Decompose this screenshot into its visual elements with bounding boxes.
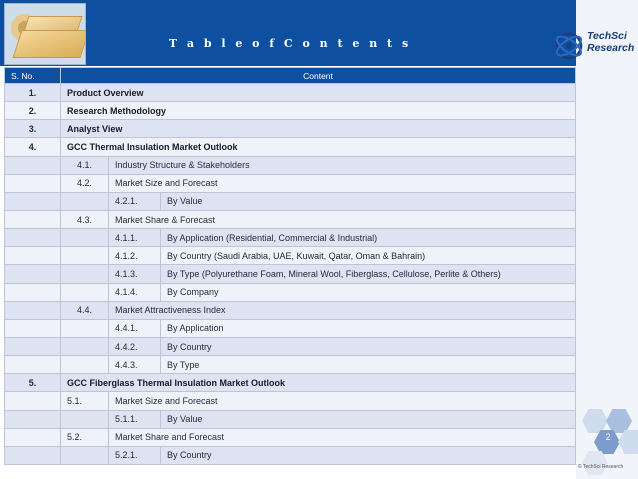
table-row bbox=[5, 374, 576, 392]
brand-line-1: TechSci bbox=[587, 30, 627, 42]
item-title: By Type (Polyurethane Foam, Mineral Wool, Fiberglass, Cellulose, Perlite & Others) bbox=[161, 265, 576, 283]
title-banner bbox=[0, 0, 576, 66]
copyright-text: © TechSci Research bbox=[578, 464, 624, 470]
item-number: 4.1.2. bbox=[109, 247, 161, 265]
empty-cell bbox=[5, 229, 61, 247]
subsection-number: 5.2. bbox=[61, 428, 109, 446]
table-row bbox=[5, 247, 576, 265]
empty-cell bbox=[61, 356, 109, 374]
subsection-title: Market Share and Forecast bbox=[109, 428, 576, 446]
table-row bbox=[5, 192, 576, 210]
empty-cell bbox=[61, 410, 109, 428]
subsection-number: 4.2. bbox=[61, 174, 109, 192]
table-row bbox=[5, 102, 576, 120]
empty-cell bbox=[5, 192, 61, 210]
subsection-title: Industry Structure & Stakeholders bbox=[109, 156, 576, 174]
col-header-sno: S. No. bbox=[5, 68, 61, 84]
empty-cell bbox=[61, 283, 109, 301]
table-row bbox=[5, 410, 576, 428]
table-row bbox=[5, 265, 576, 283]
item-number: 4.2.1. bbox=[109, 192, 161, 210]
insulation-product-image bbox=[4, 3, 86, 65]
table-row bbox=[5, 174, 576, 192]
empty-cell bbox=[61, 319, 109, 337]
empty-cell bbox=[61, 229, 109, 247]
item-number: 4.4.3. bbox=[109, 356, 161, 374]
section-number: 1. bbox=[5, 84, 61, 102]
table-row bbox=[5, 428, 576, 446]
table-row bbox=[5, 446, 576, 464]
empty-cell bbox=[5, 156, 61, 174]
toc-table bbox=[4, 67, 576, 465]
section-number: 5. bbox=[5, 374, 61, 392]
page-number: 2 bbox=[605, 432, 611, 442]
item-title: By Country bbox=[161, 446, 576, 464]
table-row bbox=[5, 84, 576, 102]
col-header-content: Content bbox=[61, 68, 576, 84]
empty-cell bbox=[61, 337, 109, 355]
table-row bbox=[5, 229, 576, 247]
section-number: 4. bbox=[5, 138, 61, 156]
empty-cell bbox=[61, 446, 109, 464]
page-title: T a b l e o f C o n t e n t s bbox=[168, 37, 412, 50]
item-number: 4.1.4. bbox=[109, 283, 161, 301]
item-number: 4.4.1. bbox=[109, 319, 161, 337]
table-row bbox=[5, 120, 576, 138]
table-row bbox=[5, 301, 576, 319]
table-row bbox=[5, 210, 576, 228]
section-title: GCC Thermal Insulation Market Outlook bbox=[61, 138, 576, 156]
subsection-number: 5.1. bbox=[61, 392, 109, 410]
table-row bbox=[5, 138, 576, 156]
globe-logo-icon bbox=[553, 30, 585, 62]
subsection-title: Market Share & Forecast bbox=[109, 210, 576, 228]
empty-cell bbox=[5, 283, 61, 301]
empty-cell bbox=[5, 247, 61, 265]
item-title: By Company bbox=[161, 283, 576, 301]
empty-cell bbox=[5, 446, 61, 464]
item-number: 5.2.1. bbox=[109, 446, 161, 464]
table-row bbox=[5, 283, 576, 301]
subsection-number: 4.4. bbox=[61, 301, 109, 319]
section-title: Research Methodology bbox=[61, 102, 576, 120]
subsection-title: Market Size and Forecast bbox=[109, 174, 576, 192]
empty-cell bbox=[5, 428, 61, 446]
empty-cell bbox=[61, 247, 109, 265]
table-row bbox=[5, 156, 576, 174]
item-title: By Value bbox=[161, 410, 576, 428]
subsection-number: 4.3. bbox=[61, 210, 109, 228]
brand-line-2: Research bbox=[587, 42, 635, 54]
item-number: 5.1.1. bbox=[109, 410, 161, 428]
subsection-title: Market Size and Forecast bbox=[109, 392, 576, 410]
table-row bbox=[5, 337, 576, 355]
section-title: GCC Fiberglass Thermal Insulation Market Outlook bbox=[61, 374, 576, 392]
item-title: By Value bbox=[161, 192, 576, 210]
item-title: By Country bbox=[161, 337, 576, 355]
empty-cell bbox=[5, 210, 61, 228]
empty-cell bbox=[5, 319, 61, 337]
item-number: 4.4.2. bbox=[109, 337, 161, 355]
right-sidebar bbox=[576, 0, 638, 479]
empty-cell bbox=[5, 356, 61, 374]
table-header-row bbox=[5, 68, 576, 84]
section-title: Analyst View bbox=[61, 120, 576, 138]
subsection-number: 4.1. bbox=[61, 156, 109, 174]
table-row bbox=[5, 392, 576, 410]
empty-cell bbox=[61, 265, 109, 283]
item-title: By Application (Residential, Commercial & Industrial) bbox=[161, 229, 576, 247]
section-number: 2. bbox=[5, 102, 61, 120]
empty-cell bbox=[61, 192, 109, 210]
empty-cell bbox=[5, 410, 61, 428]
item-title: By Country (Saudi Arabia, UAE, Kuwait, Qatar, Oman & Bahrain) bbox=[161, 247, 576, 265]
item-number: 4.1.1. bbox=[109, 229, 161, 247]
item-number: 4.1.3. bbox=[109, 265, 161, 283]
section-number: 3. bbox=[5, 120, 61, 138]
empty-cell bbox=[5, 392, 61, 410]
table-row bbox=[5, 319, 576, 337]
empty-cell bbox=[5, 174, 61, 192]
empty-cell bbox=[5, 301, 61, 319]
item-title: By Application bbox=[161, 319, 576, 337]
empty-cell bbox=[5, 337, 61, 355]
techsci-logo bbox=[553, 28, 638, 64]
subsection-title: Market Attractiveness Index bbox=[109, 301, 576, 319]
table-row bbox=[5, 356, 576, 374]
item-title: By Type bbox=[161, 356, 576, 374]
section-title: Product Overview bbox=[61, 84, 576, 102]
empty-cell bbox=[5, 265, 61, 283]
